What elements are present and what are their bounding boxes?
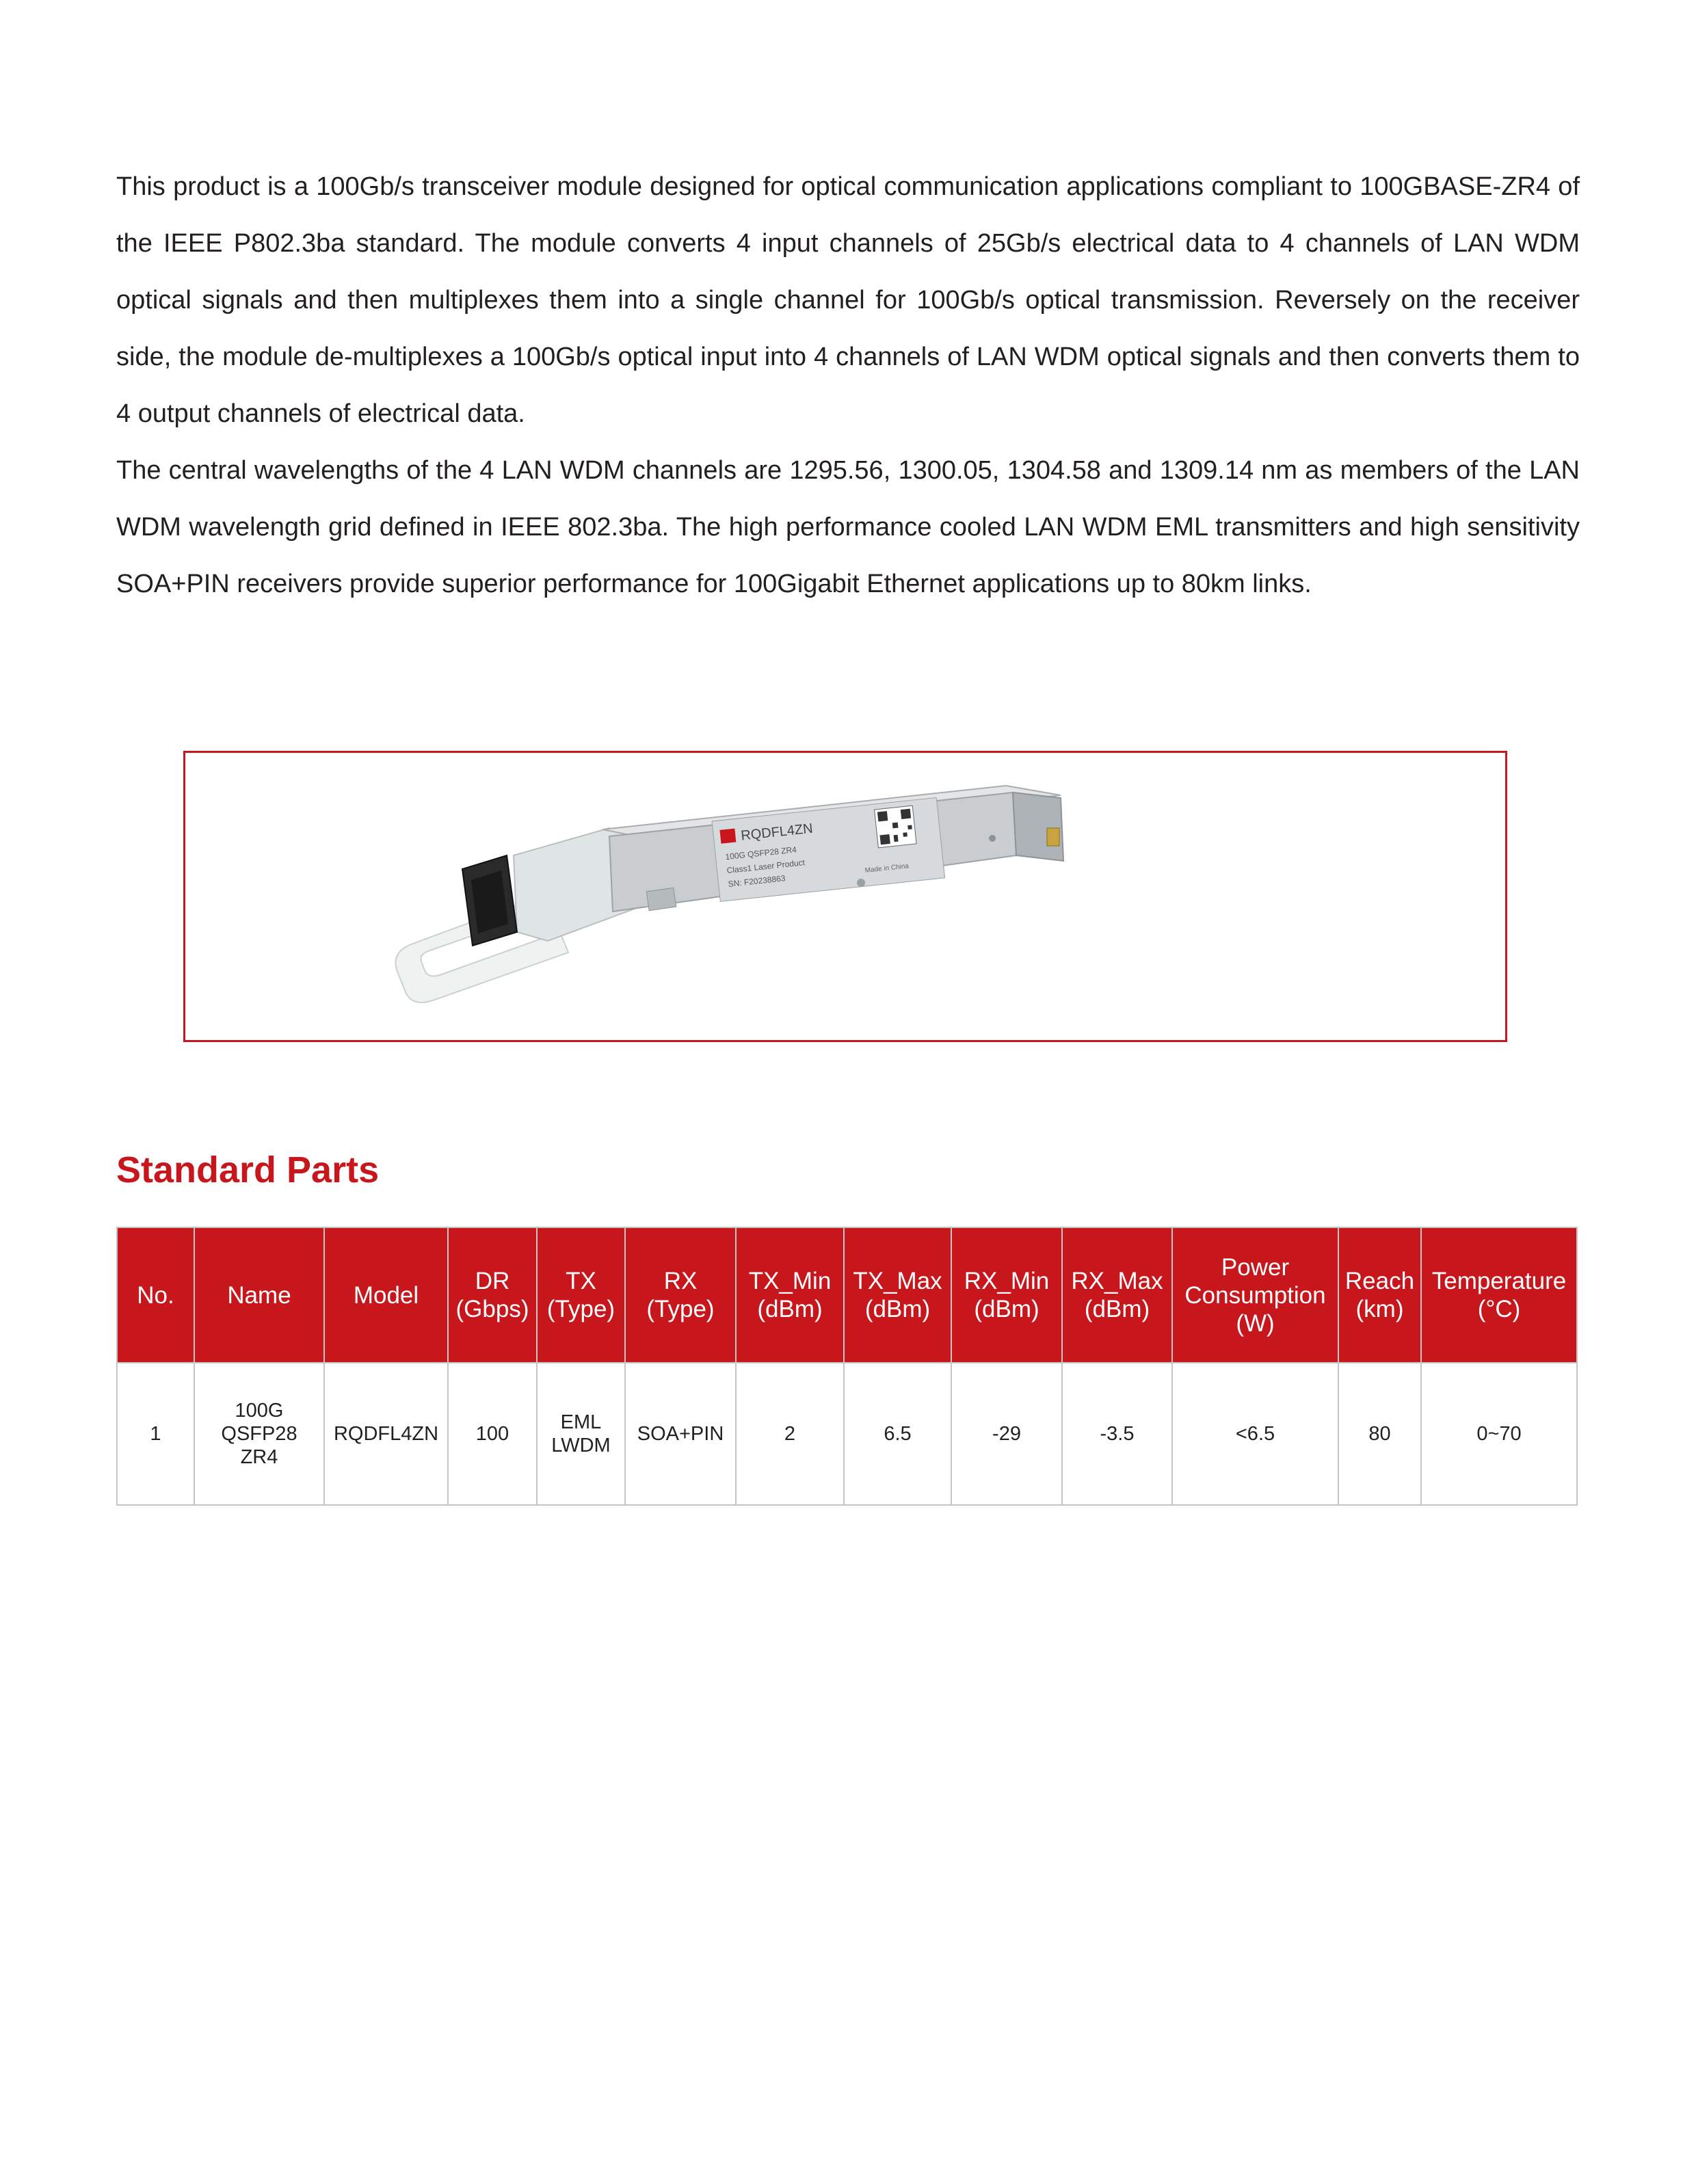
table-cell-line: 100 bbox=[475, 1423, 509, 1445]
table-cell bbox=[1338, 1363, 1421, 1505]
table-cell-line: 2 bbox=[784, 1423, 796, 1445]
column-header-line: TX_Max bbox=[853, 1268, 942, 1294]
table-cell bbox=[625, 1363, 736, 1505]
label-line1-text: 100G QSFP28 ZR4 bbox=[724, 844, 797, 862]
column-header bbox=[844, 1227, 951, 1363]
column-header-line: RX_Max bbox=[1071, 1268, 1163, 1294]
column-header bbox=[625, 1227, 736, 1363]
table-cell bbox=[1421, 1363, 1577, 1505]
table-cell-line: EML bbox=[560, 1411, 602, 1433]
column-header-line: (Type) bbox=[546, 1296, 615, 1322]
screw-icon bbox=[989, 835, 996, 842]
column-header bbox=[117, 1227, 194, 1363]
column-header-line: (dBm) bbox=[1084, 1296, 1150, 1322]
column-header bbox=[1338, 1227, 1421, 1363]
column-header-line: RX bbox=[663, 1268, 698, 1294]
product-image-frame bbox=[183, 751, 1507, 1042]
column-header bbox=[951, 1227, 1062, 1363]
table-cell-line: 1 bbox=[150, 1423, 161, 1445]
table-cell-line: ZR4 bbox=[240, 1446, 278, 1468]
intro-paragraph-2: The central wavelengths of the 4 LAN WDM channels are 1295.56, 1300.05, 1304.58 and 1309.14 nm as members of the LAN WDM wavelength grid defined in IEEE 802.3ba. The high performance cooled LAN WDM EML transmitters and high sensitivity SOA+PIN receivers provide superior performance for 100Gigabit Ethernet applications up to 80km links. bbox=[116, 456, 1580, 598]
column-header bbox=[324, 1227, 448, 1363]
column-header bbox=[1421, 1227, 1577, 1363]
table-cell bbox=[324, 1363, 448, 1505]
table-header-row bbox=[117, 1227, 1577, 1363]
label-line2-text: Class1 Laser Product bbox=[726, 857, 806, 876]
qr-code-icon bbox=[875, 805, 917, 848]
table-body bbox=[117, 1363, 1577, 1505]
table-cell-line: LWDM bbox=[551, 1435, 611, 1456]
column-header-line: Reach bbox=[1344, 1268, 1415, 1294]
table-cell-line: <6.5 bbox=[1235, 1423, 1275, 1445]
column-header bbox=[736, 1227, 844, 1363]
table-cell bbox=[448, 1363, 537, 1505]
table-cell bbox=[1062, 1363, 1172, 1505]
column-header-line: Consumption bbox=[1184, 1281, 1326, 1309]
table-cell bbox=[1172, 1363, 1338, 1505]
table-cell bbox=[844, 1363, 951, 1505]
column-header-line: (W) bbox=[1236, 1309, 1275, 1337]
table-cell-line: -29 bbox=[992, 1423, 1021, 1445]
table-cell-line: 100G bbox=[235, 1400, 284, 1422]
column-header-line: (dBm) bbox=[757, 1296, 823, 1322]
label-sn-text: SN: F20238863 bbox=[728, 873, 786, 889]
table-cell bbox=[951, 1363, 1062, 1505]
column-header-line: Power bbox=[1221, 1253, 1290, 1281]
column-header bbox=[1062, 1227, 1172, 1363]
table-cell-line: SOA+PIN bbox=[637, 1423, 724, 1445]
column-header-line: (dBm) bbox=[864, 1296, 931, 1322]
table-cell-line: 0~70 bbox=[1476, 1423, 1522, 1445]
column-header bbox=[1172, 1227, 1338, 1363]
column-header-line: (dBm) bbox=[974, 1296, 1039, 1322]
column-header-line: Temperature bbox=[1431, 1268, 1567, 1294]
body-front bbox=[1013, 793, 1063, 861]
table-cell-line: 80 bbox=[1368, 1423, 1391, 1445]
intro-text bbox=[116, 159, 1580, 613]
table-cell-line: -3.5 bbox=[1100, 1423, 1135, 1445]
column-header-line: (km) bbox=[1355, 1296, 1404, 1322]
standard-parts-table bbox=[116, 1227, 1578, 1506]
section-title-standard-parts: Standard Parts bbox=[116, 1149, 380, 1190]
label-model-text: RQDFL4ZN bbox=[740, 821, 814, 844]
column-header-line: TX_Min bbox=[748, 1268, 832, 1294]
table-cell bbox=[194, 1363, 324, 1505]
latch-detail bbox=[646, 888, 676, 910]
column-header-line: (°C) bbox=[1477, 1296, 1521, 1322]
table-cell-line: QSFP28 bbox=[221, 1423, 297, 1445]
table-cell bbox=[117, 1363, 194, 1505]
column-header bbox=[448, 1227, 537, 1363]
column-header bbox=[194, 1227, 324, 1363]
column-header-line: TX bbox=[566, 1268, 596, 1294]
column-header-line: No. bbox=[137, 1281, 174, 1309]
screw-icon bbox=[857, 879, 865, 887]
column-header bbox=[537, 1227, 625, 1363]
intro-paragraph-1: This product is a 100Gb/s transceiver module designed for optical communication applications compliant to 100GBASE-ZR4 of the IEEE P802.3ba standard. The module converts 4 input channels of 25Gb/s electrical data to 4 channels of LAN WDM optical signals and then multiplexes them into a single channel for 100Gb/s optical transmission. Reversely on the receiver side, the module de-multiplexes a 100Gb/s optical input into 4 channels of LAN WDM optical signals and then converts them to 4 output channels of electrical data. bbox=[116, 172, 1580, 428]
column-header-line: (Type) bbox=[646, 1296, 715, 1322]
table-cell bbox=[736, 1363, 844, 1505]
table-cell-line: RQDFL4ZN bbox=[333, 1423, 439, 1445]
qsfp28-transceiver-illustration bbox=[185, 753, 1505, 1040]
column-header-line: DR bbox=[475, 1268, 510, 1294]
label-origin-text: Made in China bbox=[864, 862, 910, 875]
column-header-line: Model bbox=[353, 1281, 419, 1309]
column-header-line: RX_Min bbox=[964, 1268, 1050, 1294]
table-cell bbox=[537, 1363, 625, 1505]
column-header-line: (Gbps) bbox=[455, 1296, 529, 1322]
table-cell-line: 6.5 bbox=[884, 1423, 912, 1445]
edge-connector bbox=[1047, 828, 1059, 846]
column-header-line: Name bbox=[227, 1281, 291, 1309]
brand-logo-icon bbox=[719, 829, 736, 844]
table-row bbox=[117, 1363, 1577, 1505]
